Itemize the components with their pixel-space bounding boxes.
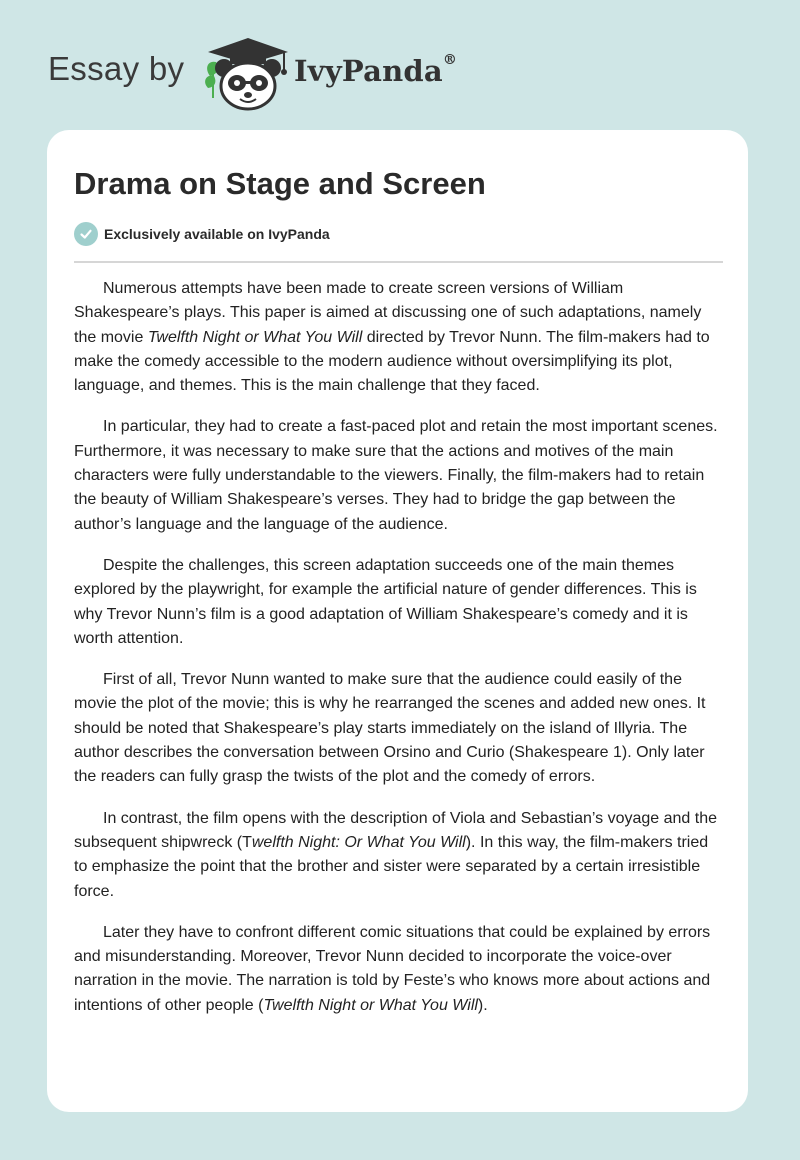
site-header	[0, 0, 800, 130]
text-run: In particular, they had to create a fast-paced plot and retain the most important scenes. Furthermore, it was necessary to make sure that the actions and motives of the main characters were fully understandable to the viewers. Finally, the film-makers had to retain the beauty of William Shakespeare’s verses. They had to bridge the gap between the author’s language and the language of the audience.	[74, 418, 718, 533]
paragraph	[74, 415, 725, 536]
paragraph	[74, 807, 725, 904]
text-run: directed by Trevor Nunn. The film-makers had to make the comedy accessible to the modern audience without oversimplifying its plot, language, and themes. This is the main challenge that they faced.	[74, 328, 710, 395]
divider	[74, 261, 723, 263]
text-run: ).	[477, 996, 488, 1014]
availability-badge	[74, 222, 330, 246]
check-icon	[74, 222, 98, 246]
availability-text: Exclusively available on IvyPanda	[104, 226, 330, 242]
panda-graduate-icon[interactable]	[200, 32, 296, 112]
paragraph	[74, 921, 725, 1018]
brand-text: IvyPanda	[294, 54, 443, 88]
text-run: ). In this way, the film-makers tried to emphasize the point that the brother and sister were separated by a certain irresistible force.	[74, 833, 709, 900]
paragraph	[74, 277, 725, 398]
brand-name[interactable]	[294, 54, 457, 88]
text-run: Despite the challenges, this screen adaptation succeeds one of the main themes explored by the playwright, for example the artificial nature of gender differences. This is why Trevor Nunn’s film is a good adaptation of William Shakespeare’s comedy and it is worth attention.	[74, 556, 697, 647]
paragraph	[74, 668, 725, 789]
essay-by-label: Essay by	[48, 50, 185, 87]
italic-title: Twelfth Night or What You Will	[147, 328, 363, 346]
italic-title: welfth Night: Or What You Will	[251, 833, 466, 851]
text-run: In contrast, the film opens with the description of Viola and Sebastian’s voyage and the subsequent shipwreck (T	[74, 809, 718, 851]
page-title: Drama on Stage and Screen	[74, 166, 486, 201]
text-run: Numerous attempts have been made to create screen versions of William Shakespeare’s plays. This paper is aimed at discussing one of such adaptations, namely the movie	[74, 280, 702, 346]
essay-card	[47, 130, 748, 1112]
text-run: First of all, Trevor Nunn wanted to make sure that the audience could easily of the movie the plot of the movie; this is why he rearranged the scenes and added new ones. It should be noted that Shakespeare’s play starts immediately on the island of Illyria. The author describes the conversation between Orsino and Curio (Shakespeare 1). Only later the readers can fully grasp the twists of the plot and the comedy of errors.	[74, 671, 706, 786]
registered-mark: ®	[442, 52, 458, 68]
paragraph	[74, 554, 725, 651]
essay-body	[74, 277, 725, 1035]
text-run: Later they have to confront different comic situations that could be explained by errors and misunderstanding. Moreover, Trevor Nunn decided to incorporate the voice-over narration in the movie. The narration is told by Feste’s who knows more about actions and intentions of other people (	[74, 923, 711, 1014]
italic-title: Twelfth Night or What You Will	[263, 996, 478, 1014]
